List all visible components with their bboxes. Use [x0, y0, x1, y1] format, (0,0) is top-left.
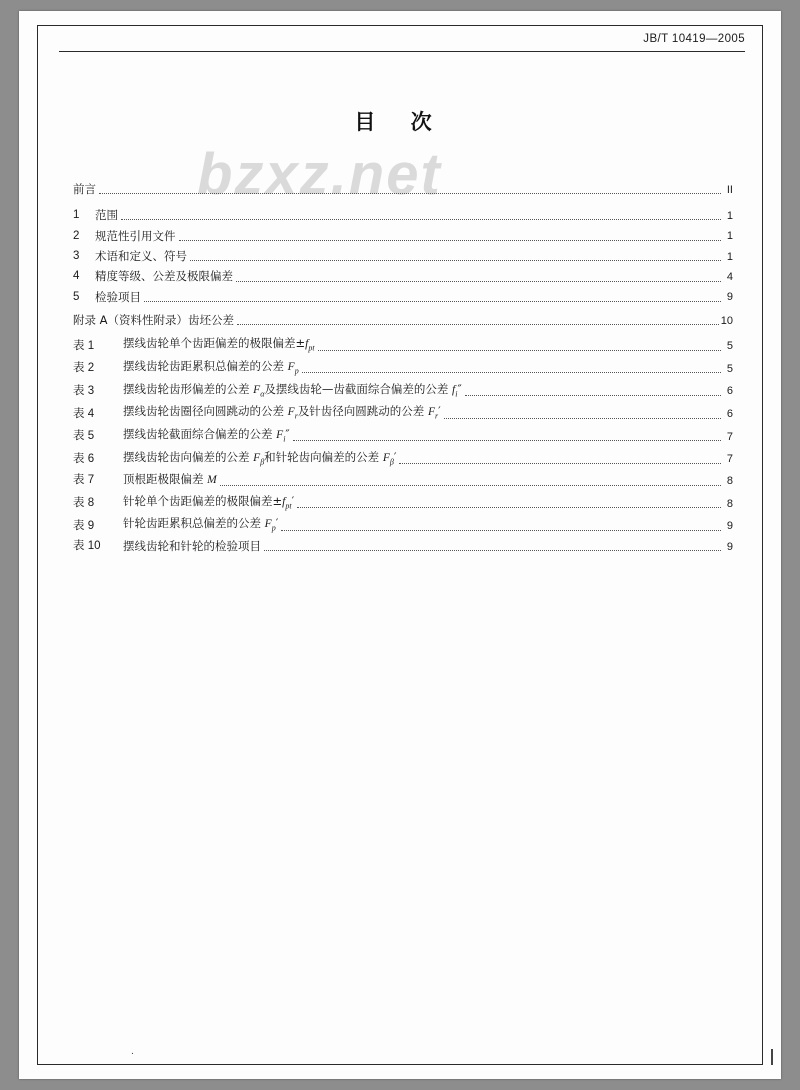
toc-entry-label: 摆线齿轮截面综合偏差的公差 $F_i''$: [123, 426, 290, 444]
toc-entry-label: 前言: [73, 182, 96, 196]
toc-leader-dots: [264, 549, 721, 551]
toc-entry-label: 精度等级、公差及极限偏差: [95, 269, 233, 284]
toc-entry-page: 1: [726, 230, 733, 243]
toc-entry-page: 8: [726, 497, 733, 510]
toc-leader-dots: [144, 300, 721, 302]
toc-entry-number: 2: [73, 229, 80, 242]
toc-entry-number: 表 5: [73, 430, 95, 443]
toc-entry-page: 9: [726, 291, 733, 304]
page-header-standard-code: JB/T 10419—2005: [643, 33, 745, 45]
toc-entry-page: 5: [726, 362, 733, 375]
header-divider: [59, 51, 745, 52]
page-edge-marker: [771, 1049, 773, 1065]
toc-entry[interactable]: [73, 495, 733, 510]
toc-entry[interactable]: [73, 473, 733, 487]
toc-entry-number: 表 2: [73, 362, 95, 375]
toc-entry-label: 附录 A（资料性附录）齿坯公差: [73, 313, 235, 328]
toc-leader-dots: [190, 259, 721, 261]
toc-entry-page: 6: [726, 385, 733, 398]
toc-entry[interactable]: [73, 517, 733, 532]
toc-leader-dots: [302, 371, 721, 373]
toc-leader-dots: [179, 239, 722, 241]
toc-entry-number: 表 9: [73, 519, 95, 532]
toc-entry-page: 1: [726, 209, 733, 222]
toc-leader-dots: [399, 462, 721, 464]
toc-entry-label: 顶根距极限偏差 M: [123, 472, 217, 487]
toc-entry[interactable]: [73, 405, 733, 420]
toc-entry-label: 摆线齿轮单个齿距偏差的极限偏差$\pm f_{pt}$: [123, 336, 315, 353]
toc-entry[interactable]: [73, 540, 733, 553]
toc-leader-dots: [293, 439, 721, 441]
toc-entry[interactable]: [73, 451, 733, 466]
toc-entry[interactable]: [73, 270, 733, 283]
footer-mark: .: [131, 1047, 134, 1057]
toc-leader-dots: [220, 484, 721, 486]
toc-entry-page: 7: [726, 430, 733, 443]
toc-entry-number: 表 10: [73, 540, 101, 553]
toc-entry-page: 9: [726, 520, 733, 533]
toc-entry[interactable]: [73, 230, 733, 243]
toc-entry-number: 表 8: [73, 496, 95, 509]
toc-entry-label: 规范性引用文件: [95, 228, 176, 243]
toc-entry-number: 5: [73, 290, 80, 303]
toc-entry-number: 1: [73, 209, 80, 222]
toc-entry-page: 1: [726, 250, 733, 263]
toc-entry-page: 6: [726, 408, 733, 421]
toc-entry-number: 表 6: [73, 452, 95, 465]
toc-entry[interactable]: [73, 209, 733, 222]
toc-entry-page: 10: [720, 314, 733, 327]
toc-leader-dots: [121, 218, 721, 220]
page-title: 目 次: [354, 110, 446, 134]
toc-entry-label: 范围: [95, 208, 118, 223]
toc-entry[interactable]: [73, 383, 733, 398]
toc-entry-page: 7: [726, 453, 733, 466]
toc-entry-number: 3: [73, 250, 80, 263]
toc-entry-number: 4: [73, 270, 80, 283]
toc-entry[interactable]: [73, 291, 733, 304]
toc-leader-dots: [465, 394, 721, 396]
toc-entry-number: 表 3: [73, 384, 95, 397]
toc-entry[interactable]: [73, 337, 733, 352]
toc-entry-number: 表 1: [73, 339, 95, 352]
toc-entry-page: 8: [726, 474, 733, 487]
toc-entry[interactable]: [73, 360, 733, 375]
toc-entry[interactable]: [73, 428, 733, 443]
toc-entry-number: 表 4: [73, 407, 95, 420]
table-of-contents: [73, 183, 733, 560]
toc-entry-number: 表 7: [73, 474, 95, 487]
toc-entry-page: 4: [726, 271, 733, 284]
toc-leader-dots: [281, 529, 721, 531]
toc-entry-label: 摆线齿轮齿向偏差的公差 $F_\beta$和针轮齿向偏差的公差 $F_\beta'$: [123, 449, 397, 466]
toc-entry-page: II: [726, 183, 733, 196]
toc-leader-dots: [237, 323, 719, 325]
watermark-text: bzxz.net: [197, 142, 442, 207]
toc-entry[interactable]: [73, 314, 733, 327]
toc-entry[interactable]: [73, 183, 733, 196]
toc-leader-dots: [444, 417, 721, 419]
document-page: [19, 11, 781, 1079]
toc-leader-dots: [236, 280, 721, 282]
toc-entry-label: 摆线齿轮齿形偏差的公差 $F_\alpha$及摆线齿轮—齿截面综合偏差的公差 $f_i''$: [123, 381, 462, 398]
toc-leader-dots: [318, 349, 721, 351]
toc-entry-page: 9: [726, 540, 733, 553]
toc-entry-label: 摆线齿轮齿距累积总偏差的公差 $F_p$: [123, 358, 299, 376]
toc-entry-label: 摆线齿轮齿圈径向圆跳动的公差 $F_r$及针齿径向圆跳动的公差 $F_r'$: [123, 404, 441, 421]
toc-entry-label: 针轮单个齿距偏差的极限偏差$\pm f_{pt}'$: [123, 493, 295, 511]
toc-entry-label: 摆线齿轮和针轮的检验项目: [123, 539, 261, 554]
toc-entry-label: 检验项目: [95, 289, 141, 304]
toc-entry-label: 术语和定义、符号: [95, 249, 187, 264]
toc-entry-page: 5: [726, 340, 733, 353]
toc-leader-dots: [297, 506, 721, 508]
toc-leader-dots: [99, 192, 721, 194]
toc-entry[interactable]: [73, 250, 733, 263]
toc-entry-label: 针轮齿距累积总偏差的公差 $F_p'$: [123, 516, 279, 533]
